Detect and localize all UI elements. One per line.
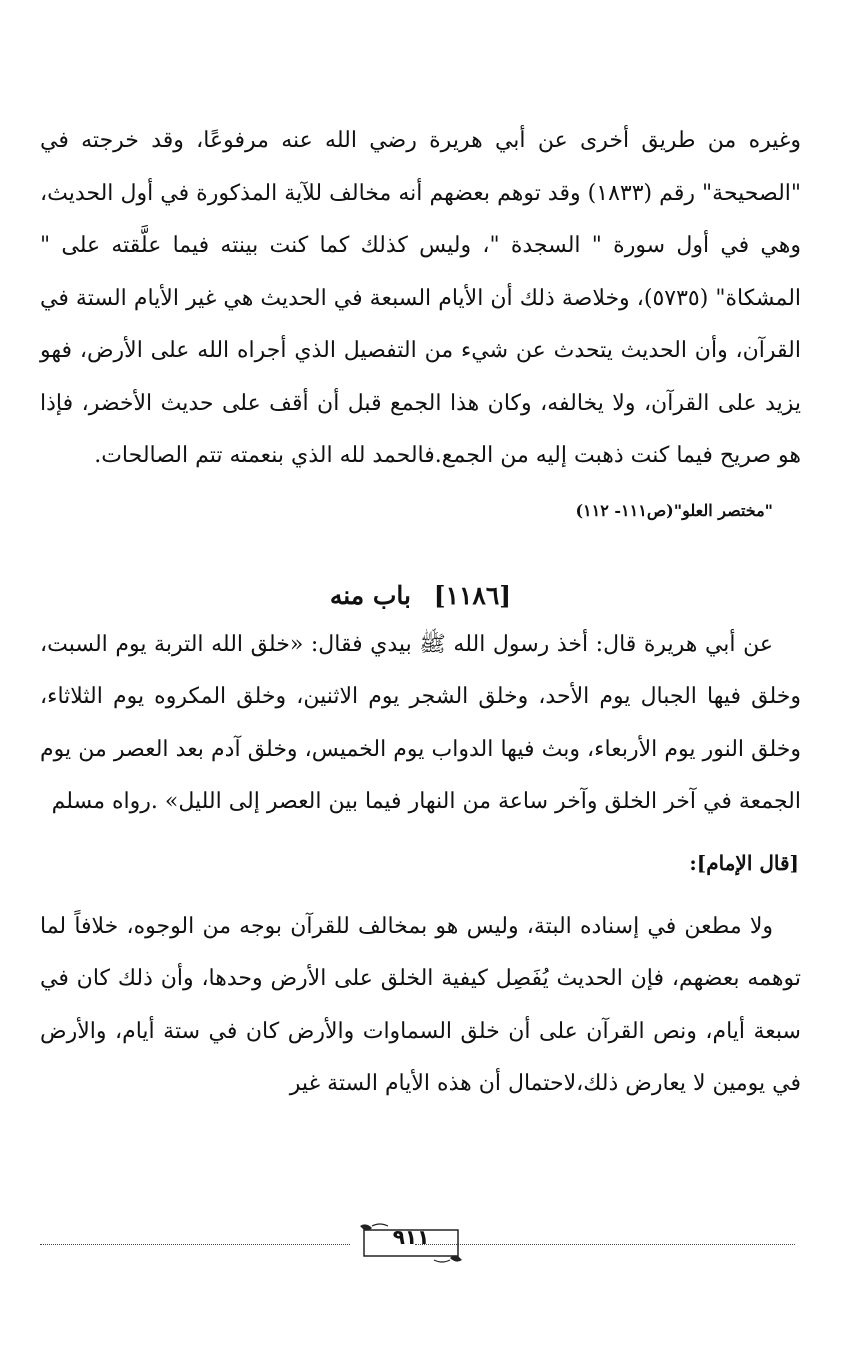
footer-rule-right xyxy=(415,1244,795,1245)
page-number-frame xyxy=(358,1220,464,1266)
page-footer xyxy=(40,1220,795,1280)
chapter-title: باب منه xyxy=(329,580,412,610)
page-number: ٩١١ xyxy=(392,1225,430,1249)
body-paragraph: وغيره من طريق أخرى عن أبي هريرة رضي الله عنه مرفوعًا، وقد خرجته في "الصحيحة" رقم (١٨٣٣) وقد توهم بعضهم أنه مخالف للآية المذكورة في أول الحديث، وهي في أول سورة " السجدة "، وليس كذلك كما كنت بينته فيما علَّقته على " المشكاة" (٥٧٣٥)، وخلاصة ذلك أن الأيام السبعة في الحديث هي غير الأيام الستة في القرآن، وأن الحديث يتحدث عن شيء من التفصيل الذي أجراه الله على الأرض، فهو يزيد على القرآن، ولا يخالفه، وكان هذا الجمع قبل أن أقف على حديث الأخضر، فإذا هو صريح فيما كنت ذهبت إليه من الجمع.فالحمد لله الذي بنعمته تتم الصالحات. xyxy=(40,128,802,468)
footer-rule-left xyxy=(40,1244,350,1245)
page-body xyxy=(40,115,801,1111)
imam-label: [قال الإمام]: xyxy=(689,850,799,875)
hadith-paragraph: عن أبي هريرة قال: أخذ رسول الله ﷺ بيدي فقال: «خلق الله التربة يوم السبت، وخلق فيها الجبال يوم الأحد، وخلق الشجر يوم الاثنين، وخلق المكروه يوم الثلاثاء، وخلق النور يوم الأربعاء، وبث فيها الدواب يوم الخميس، وخلق آدم بعد العصر من يوم الجمعة في آخر الخلق وآخر ساعة من النهار فيما بين العصر إلى الليل» .رواه مسلم xyxy=(40,631,801,814)
imam-paragraph: ولا مطعن في إسناده البتة، وليس هو بمخالف للقرآن بوجه من الوجوه، خلافاً لما توهمه بعضهم، فإن الحديث يُفَصِل كيفية الخلق على الأرض وحدها، وأن ذلك كان في سبعة أيام، ونص القرآن على أن خلق السماوات والأرض كان في ستة أيام، والأرض في يومين لا يعارض ذلك،لاحتمال أن هذه الأيام الستة غير xyxy=(40,913,801,1096)
source-reference: "مختصر العلو"(ص١١١- ١١٢) xyxy=(575,500,773,520)
chapter-heading xyxy=(40,573,801,619)
chapter-number: [١١٨٦] xyxy=(433,580,512,610)
